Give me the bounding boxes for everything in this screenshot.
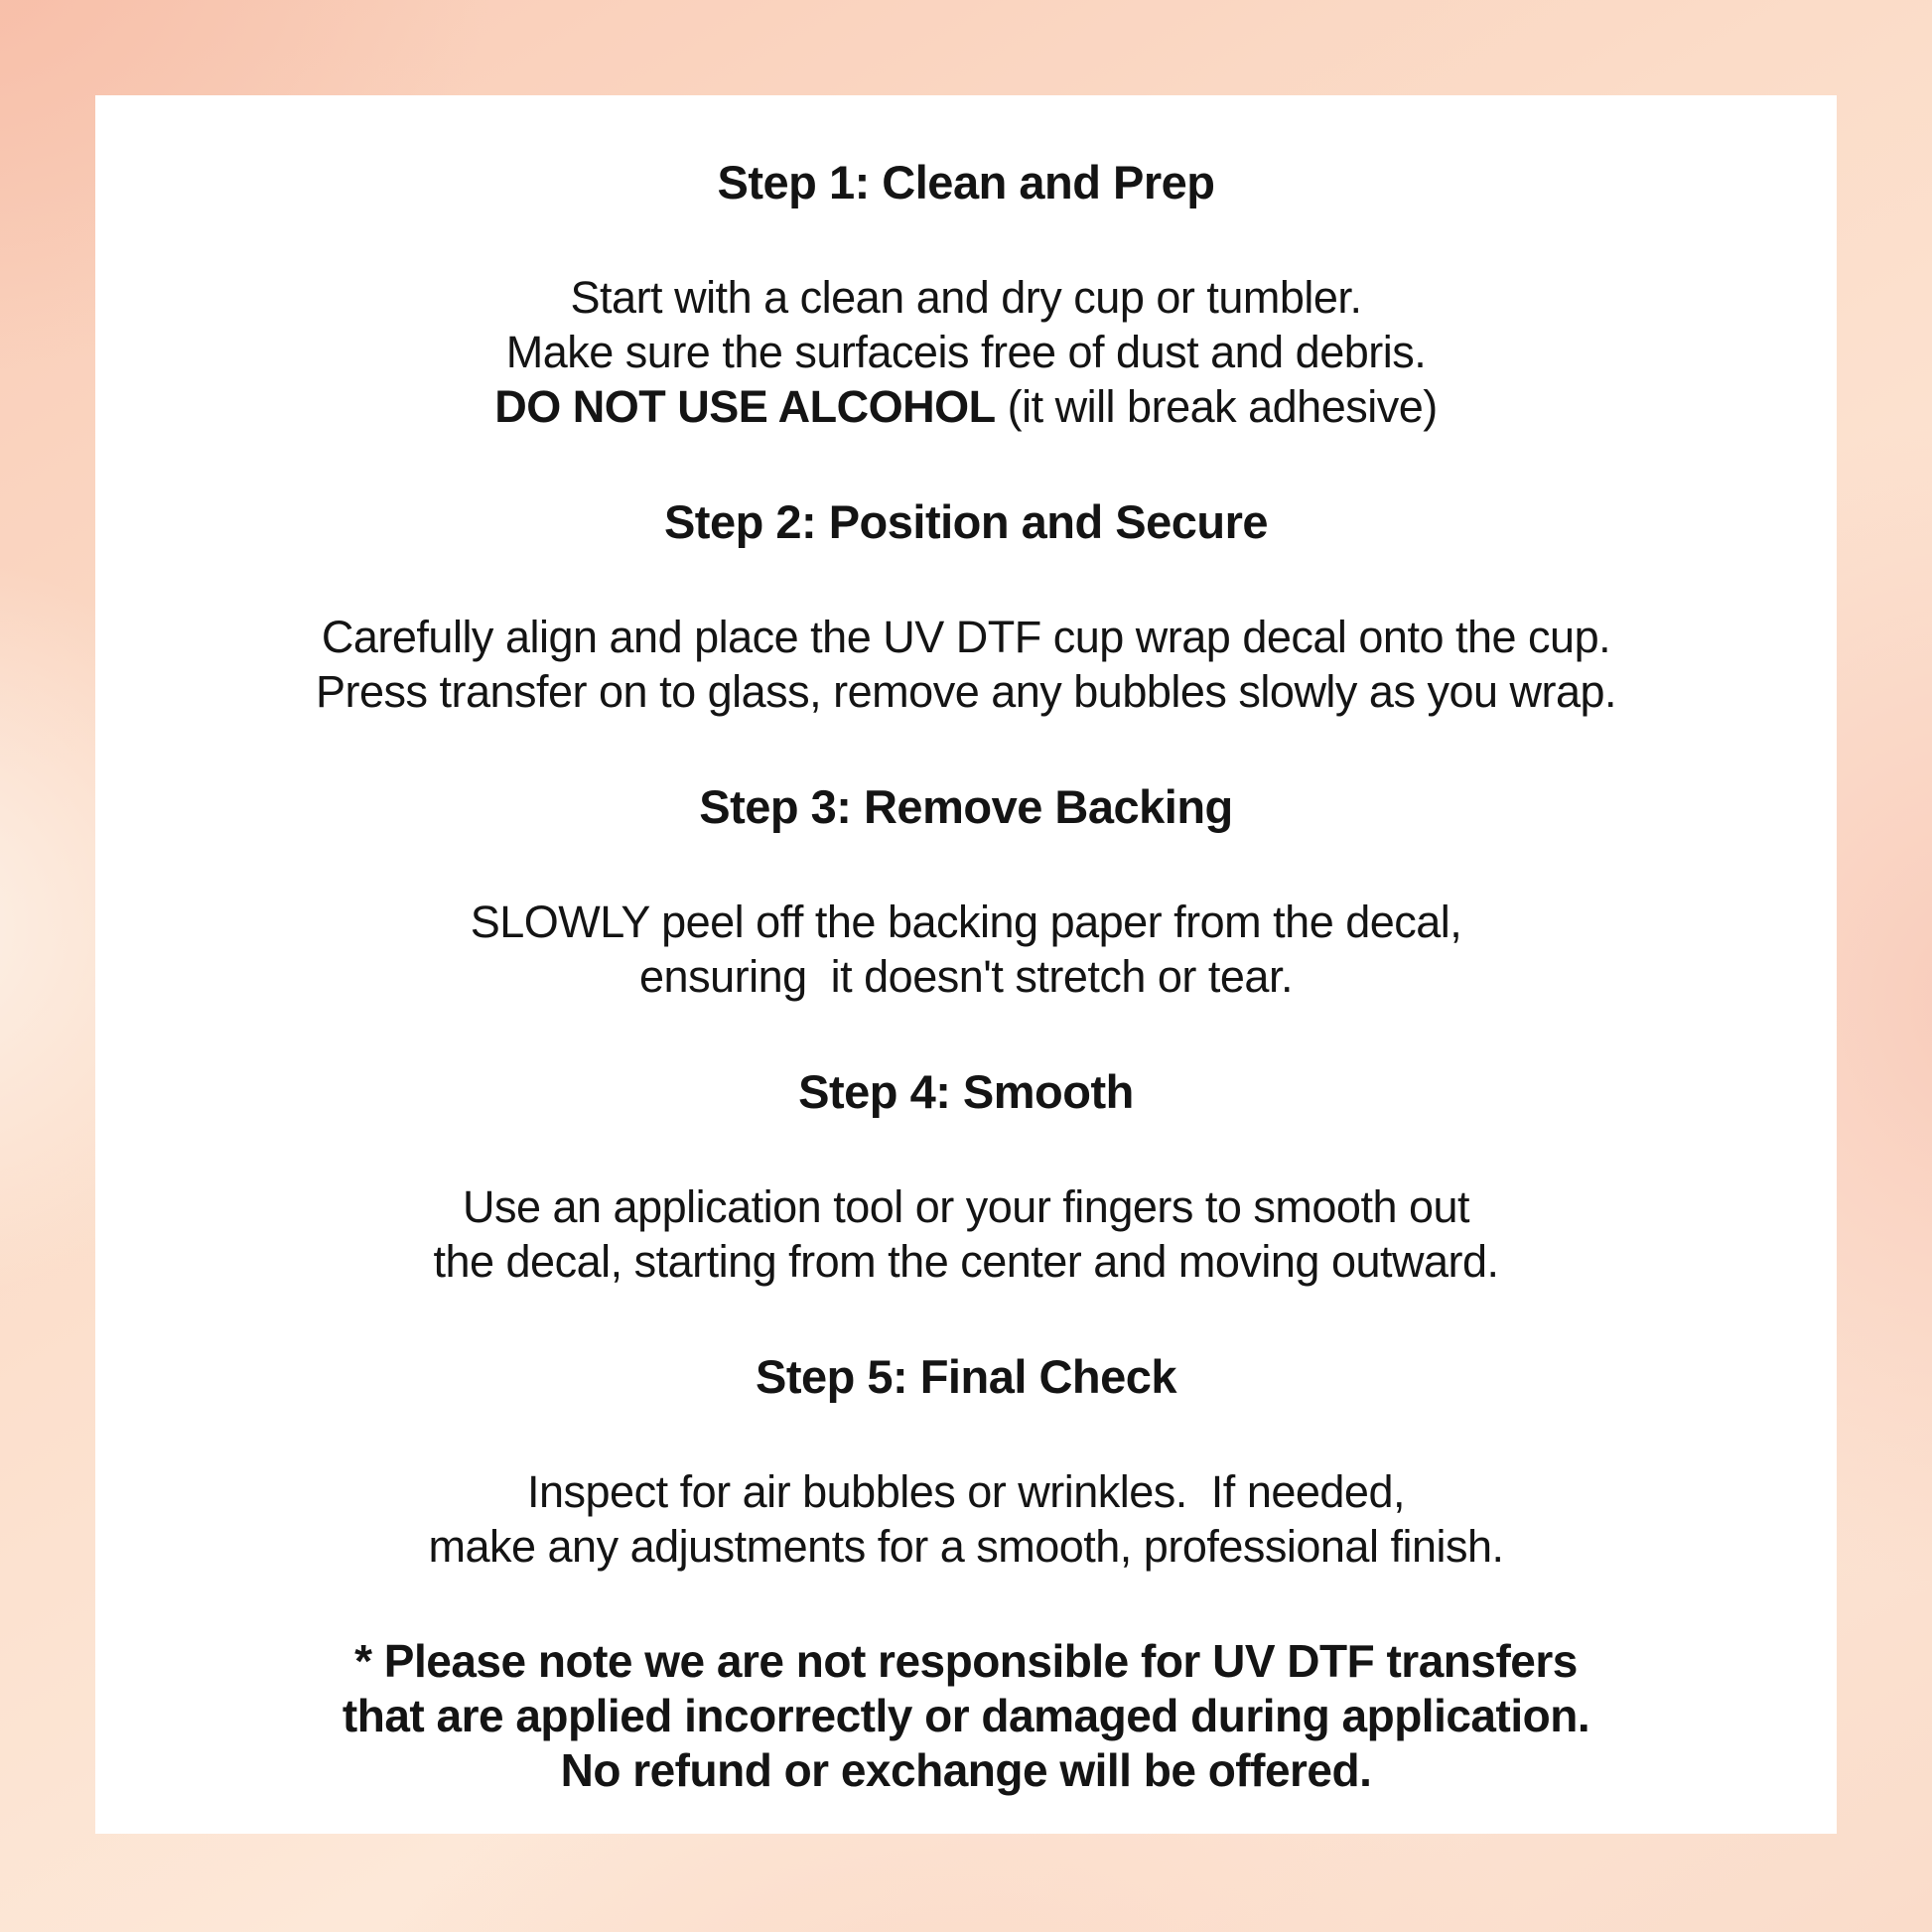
instruction-line: SLOWLY peel off the backing paper from the decal, (470, 897, 1462, 947)
step-2-heading: Step 2: Position and Secure (663, 495, 1269, 548)
instruction-line: Inspect for air bubbles or wrinkles. If needed, (527, 1466, 1405, 1517)
disclaimer-line: * Please note we are not responsible for UV DTF transfers (354, 1635, 1578, 1687)
instruction-line: Use an application tool or your fingers to smooth out (462, 1181, 1470, 1232)
disclaimer-line: No refund or exchange will be offered. (560, 1744, 1372, 1796)
section-step-1 (95, 155, 1837, 434)
step-4-heading: Step 4: Smooth (798, 1065, 1134, 1118)
instruction-card (95, 95, 1837, 1834)
instruction-line: DO NOT USE ALCOHOL (it will break adhesive) (494, 381, 1438, 432)
disclaimer-line: that are applied incorrectly or damaged during application. (342, 1690, 1590, 1741)
instruction-line: ensuring it doesn't stretch or tear. (639, 951, 1293, 1002)
step-3-paragraph (95, 895, 1837, 1004)
instruction-line: Carefully align and place the UV DTF cup wrap decal onto the cup. (321, 612, 1611, 662)
disclaimer-paragraph (95, 1634, 1837, 1798)
step-4-paragraph (95, 1179, 1837, 1289)
instruction-line: Start with a clean and dry cup or tumbler. (570, 272, 1362, 323)
section-disclaimer (95, 1634, 1837, 1798)
section-step-4 (95, 1064, 1837, 1289)
instruction-line: Make sure the surfaceis free of dust and debris. (505, 327, 1427, 377)
section-step-5 (95, 1349, 1837, 1574)
section-step-3 (95, 779, 1837, 1004)
instruction-line: make any adjustments for a smooth, professional finish. (428, 1521, 1504, 1572)
instruction-line: the decal, starting from the center and moving outward. (433, 1236, 1499, 1287)
step-3-heading: Step 3: Remove Backing (699, 780, 1233, 833)
step-2-paragraph (95, 610, 1837, 719)
step-1-paragraph (95, 270, 1837, 434)
step-1-heading: Step 1: Clean and Prep (717, 156, 1215, 208)
section-step-2 (95, 494, 1837, 719)
instruction-line: Press transfer on to glass, remove any bubbles slowly as you wrap. (315, 666, 1617, 717)
step-5-paragraph (95, 1464, 1837, 1574)
step-5-heading: Step 5: Final Check (755, 1350, 1177, 1403)
